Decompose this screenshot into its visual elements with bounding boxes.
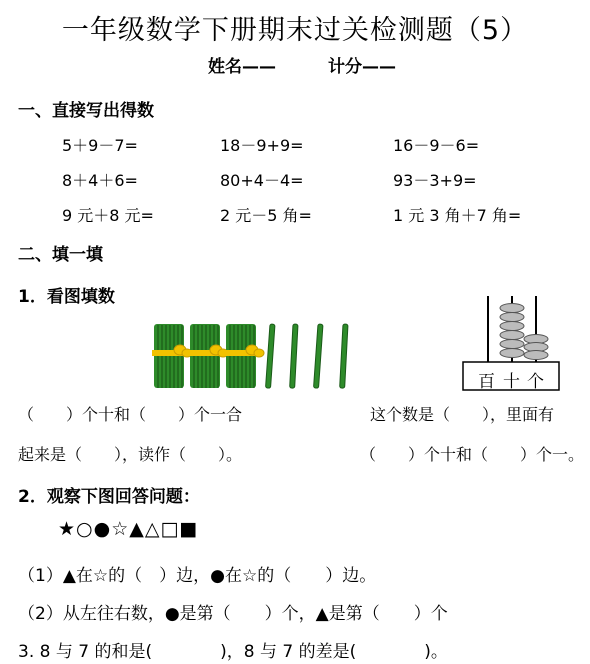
q1-left-line2: 起来是（ ），读作（ ）。	[18, 445, 243, 464]
calc-item: 80+4－4=	[220, 171, 304, 190]
calc-item: 1 元 3 角＋7 角=	[393, 206, 522, 225]
q1-right-line1: 这个数是（ ），里面有	[370, 405, 555, 424]
shape-sequence: ★○●☆▲△□■	[58, 518, 199, 540]
calc-item: 16－9－6=	[393, 136, 480, 155]
calc-item: 18－9+9=	[220, 136, 304, 155]
q1-left-line1: （ ）个十和（ ）个一合	[18, 405, 243, 424]
abacus-label-ones: 个	[527, 372, 544, 392]
sticks-illustration	[150, 320, 360, 390]
section1-heading: 一、直接写出得数	[18, 101, 154, 121]
section2-heading: 二、填一填	[18, 245, 103, 265]
stick-bundle	[224, 324, 264, 388]
calc-item: 93－3+9=	[393, 171, 477, 190]
calc-item: 8＋4＋6=	[62, 171, 138, 190]
q2-heading: 2．观察下图回答问题：	[18, 487, 200, 507]
q1-right-line2: （ ）个十和（ ）个一。	[360, 445, 585, 464]
single-stick	[266, 324, 275, 388]
stick-bundle	[152, 324, 192, 388]
q1-heading: 1．看图填数	[18, 287, 115, 307]
score-field-label: 计分——	[328, 57, 396, 77]
calc-item: 5＋9－7=	[62, 136, 138, 155]
single-stick	[340, 324, 348, 388]
stick-bundle	[188, 324, 228, 388]
name-field-label: 姓名——	[208, 57, 276, 77]
abacus-label-tens: 十	[503, 372, 520, 392]
page-title: 一年级数学下册期末过关检测题（5）	[61, 15, 529, 46]
q2-line1: （1）▲在☆的（ ）边，●在☆的（ ）边。	[18, 566, 377, 586]
q3-line: 3. 8 与 7 的和是( )，8 与 7 的差是( )。	[18, 642, 448, 662]
calc-item: 9 元＋8 元=	[62, 206, 154, 225]
calc-item: 2 元－5 角=	[220, 206, 312, 225]
single-stick	[314, 324, 323, 388]
single-stick	[290, 324, 298, 388]
q2-line2: （2）从左往右数，●是第（ ）个，▲是第（ ）个	[18, 604, 448, 624]
abacus-label-hundreds: 百	[478, 372, 495, 392]
